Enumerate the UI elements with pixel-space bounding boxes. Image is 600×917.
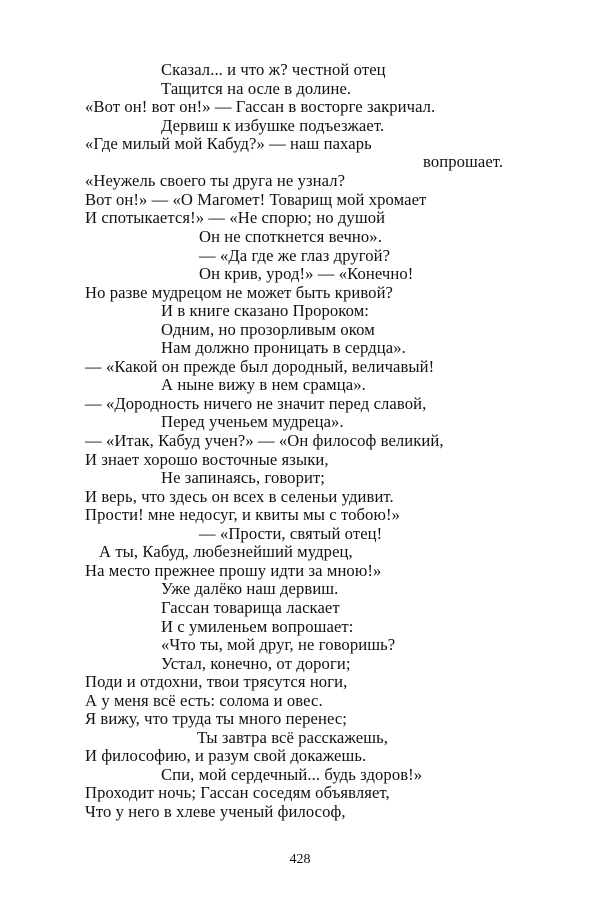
verse-line: И спотыкается!» — «Не спорю; но душой bbox=[85, 208, 386, 228]
verse-line: Спи, мой сердечный... будь здоров!» bbox=[161, 764, 423, 784]
verse-line: Тащится на осле в долине. bbox=[161, 78, 352, 98]
verse-line: Вот он!» — «О Магомет! Товарищ мой хромает bbox=[85, 189, 427, 209]
verse-line: Он крив, урод!» — «Конечно! bbox=[199, 264, 414, 284]
verse-line: Проходит ночь; Гассан соседям объявляет, bbox=[85, 783, 390, 803]
verse-line: Но разве мудрецом не может быть кривой? bbox=[85, 282, 394, 302]
verse-line: И с умиленьем вопрошает: bbox=[161, 616, 354, 636]
verse-line: И знает хорошо восточные языки, bbox=[85, 449, 329, 469]
verse-line: Ты завтра всё расскажешь, bbox=[197, 727, 389, 747]
verse-line: Не запинаясь, говорит; bbox=[161, 468, 326, 488]
verse-line: — «Итак, Кабуд учен?» — «Он философ великий, bbox=[85, 431, 444, 450]
verse-line: Поди и отдохни, твои трясутся ноги, bbox=[85, 672, 348, 692]
verse-line: Перед ученьем мудреца». bbox=[161, 412, 344, 432]
verse-line-continuation: вопрошает. bbox=[423, 151, 504, 171]
verse-line: — «Прости, святый отец! bbox=[199, 523, 383, 543]
verse-line: «Неужель своего ты друга не узнал? bbox=[85, 171, 346, 191]
verse-line: На место прежнее прошу идти за мною!» bbox=[85, 560, 382, 580]
verse-line: — «Да где же глаз другой? bbox=[199, 245, 391, 265]
verse-line: Он не споткнется вечно». bbox=[199, 226, 382, 246]
verse-line: Гассан товарища ласкает bbox=[161, 597, 340, 617]
verse-line: «Где милый мой Кабуд?» — наш пахарь bbox=[85, 134, 372, 154]
verse-line: Я вижу, что труда ты много перенес; bbox=[85, 709, 347, 729]
verse-line: А ты, Кабуд, любезнейший мудрец, bbox=[99, 542, 353, 562]
verse-line: Уже далёко наш дервиш. bbox=[161, 579, 339, 599]
verse-line: Нам должно проницать в сердца». bbox=[161, 338, 406, 358]
verse-line: И философию, и разум свой докажешь. bbox=[85, 746, 367, 766]
verse-line: Дервиш к избушке подъезжает. bbox=[161, 115, 385, 135]
verse-line: Сказал... и что ж? честной отец bbox=[161, 60, 386, 79]
verse-line: А у меня всё есть: солома и овес. bbox=[85, 690, 323, 710]
verse-line: «Вот он! вот он!» — Гассан в восторге закричал. bbox=[85, 97, 436, 117]
verse-line: «Что ты, мой друг, не говоришь? bbox=[161, 635, 396, 655]
verse-line: Одним, но прозорливым оком bbox=[161, 319, 375, 339]
verse-line: И в книге сказано Пророком: bbox=[161, 301, 370, 321]
verse-line: И верь, что здесь он всех в селеньи удивит. bbox=[85, 486, 394, 506]
verse-line: Устал, конечно, от дороги; bbox=[161, 653, 351, 673]
verse-line: — «Дородность ничего не значит перед славой, bbox=[85, 393, 427, 413]
verse-line: — «Какой он прежде был дородный, величавый! bbox=[85, 356, 435, 376]
verse-line: Прости! мне недосуг, и квиты мы с тобою!» bbox=[85, 505, 400, 525]
verse-line: Что у него в хлеве ученый философ, bbox=[85, 802, 346, 821]
page-number: 428 bbox=[289, 852, 311, 867]
verse-line: А ныне вижу в нем срамца». bbox=[161, 375, 366, 395]
